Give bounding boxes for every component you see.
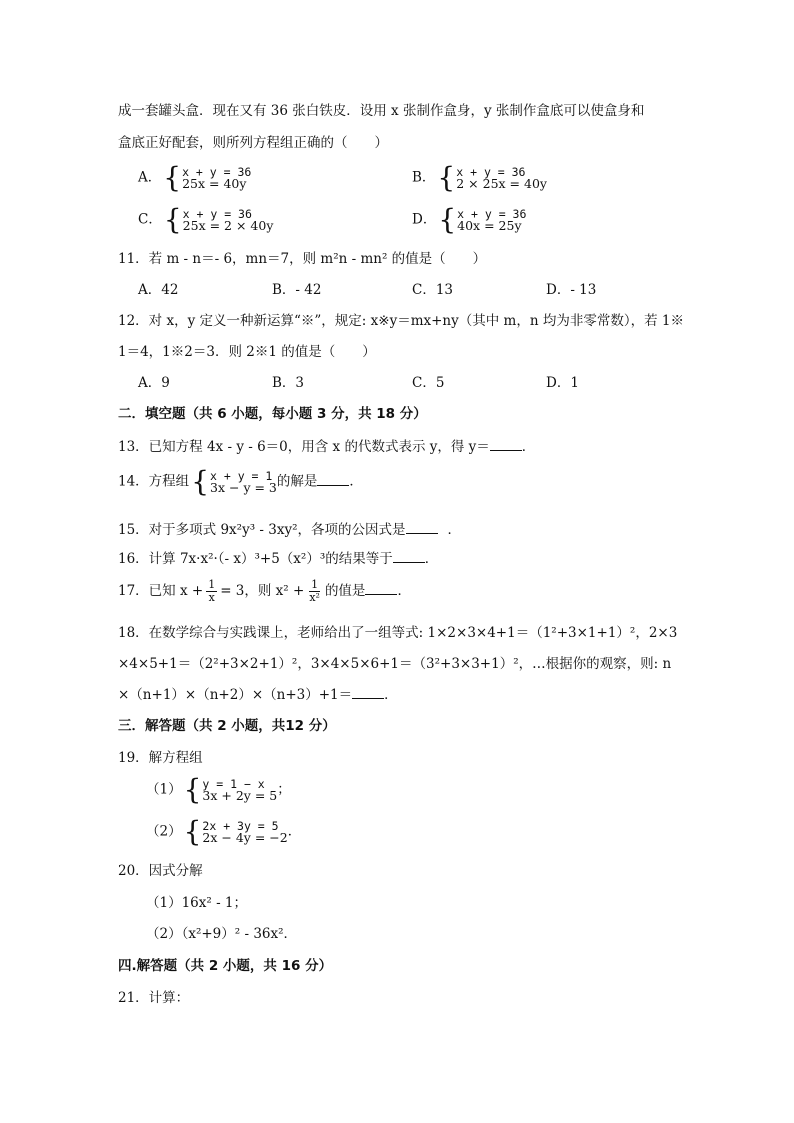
q16-text: 16．计算 7x·x²·（- x）³+5（x²）³的结果等于 (118, 551, 393, 567)
q20-part1: （1）16x² - 1； (146, 895, 248, 911)
q17-suffix: 的值是 (324, 583, 366, 599)
brace-icon: { (163, 161, 182, 194)
equation: 25x = 40y (182, 176, 247, 191)
q15-text: 15．对于多项式 9x²y³ - 3xy²，各项的公因式是 (118, 522, 406, 538)
brace-icon: { (163, 203, 182, 236)
equation: x + y = 1 (210, 469, 273, 483)
equation: 25x = 2 × 40y (182, 218, 274, 233)
equation: 3x + 2y = 5 (202, 788, 278, 803)
equation: 3x − y = 3 (210, 480, 277, 495)
equation: x + y = 36 (457, 207, 527, 221)
q21-stem: 21．计算： (118, 990, 190, 1006)
denominator: x (208, 591, 215, 604)
equation: 2x + 3y = 5 (202, 819, 279, 833)
q17-prefix: 17．已知 x + (118, 583, 204, 599)
brace-icon: { (183, 773, 202, 806)
numerator: 1 (208, 578, 216, 591)
q20-stem: 20．因式分解 (118, 863, 203, 879)
q13: 13．已知方程 4x - y - 6＝0，用含 x 的代数式表示 y，得 y＝ ． (118, 439, 536, 455)
q12-option-d: D．1 (546, 375, 579, 391)
q17-mid: = 3，则 x² + (220, 583, 305, 599)
q17: 17．已知 x + $\frac{1}{x}$ = 3，则 x² + $\frac{1}{\text{x²}}$ 的值是 ． (118, 578, 411, 604)
q11-option-b: B．- 42 (272, 282, 322, 298)
option-label: A． (138, 169, 162, 186)
option-label: C． (138, 211, 162, 228)
q11-option-a: A．42 (138, 282, 179, 298)
answer-blank[interactable] (352, 686, 384, 699)
section-title-solve: 三．解答题（共 2 小题，共12 分） (118, 718, 336, 734)
answer-blank[interactable] (317, 473, 349, 486)
q12-line1: 12．对 x，y 定义一种新运算“※”，规定: x※y＝mx+ny（其中 m，n 均为非零常数），若 1※ (118, 313, 684, 329)
fraction (307, 579, 322, 604)
q16: 16．计算 7x·x²·（- x）³+5（x²）³的结果等于 ． (118, 551, 439, 567)
q19-part2 (146, 815, 302, 848)
equation: x + y = 36 (182, 165, 252, 179)
q20-part2: （2）（x²+9）² - 36x²． (146, 926, 298, 942)
part-label: （2） (146, 823, 182, 840)
q18-line2: ×4×5+1＝（2²+3×2+1）²，3×4×5×6+1＝（3²+3×3+1）²，…根据你的观察，则: n (118, 656, 672, 672)
q12-option-b: B．3 (272, 375, 305, 391)
brace-icon: { (191, 465, 210, 498)
option-label: B． (412, 169, 436, 186)
q10-option-c (138, 203, 274, 236)
q12-line2: 1＝4，1※2＝3．则 2※1 的值是（ ） (118, 344, 376, 360)
part-tail: ； (277, 781, 291, 798)
section-title-fill-in: 二．填空题（共 6 小题，每小题 3 分，共 18 分） (118, 406, 427, 422)
q11-stem: 11．若 m - n＝- 6，mn＝7，则 m²n - mn² 的值是（ ） (118, 251, 487, 267)
q19-part1 (146, 773, 291, 806)
q10-line1: 成一套罐头盒．现在又有 36 张白铁皮．设用 x 张制作盒身，y 张制作盒底可以使盒身和 (118, 103, 645, 119)
equation: 2x − 4y = −2 (202, 830, 288, 845)
answer-blank[interactable] (490, 438, 522, 451)
equation: y = 1 − x (202, 777, 265, 791)
q10-line2: 盒底正好配套，则所列方程组正确的（ ） (118, 135, 388, 151)
answer-blank[interactable] (406, 521, 438, 534)
equation: 2 × 25x = 40y (456, 176, 547, 191)
part-label: （1） (146, 781, 182, 798)
section-title-solve-2: 四.解答题（共 2 小题，共 16 分） (118, 958, 333, 974)
q14-prefix: 14．方程组 (118, 473, 190, 490)
q18-line1: 18．在数学综合与实践课上，老师给出了一组等式: 1×2×3×4+1＝（1²+3×1+1）²，2×3 (118, 625, 678, 641)
brace-icon: { (183, 815, 202, 848)
answer-blank[interactable] (393, 550, 425, 563)
denominator: x² (309, 591, 320, 604)
equation: x + y = 36 (182, 207, 252, 221)
part-tail: ． (287, 823, 302, 840)
q18-line3-text: ×（n+1）×（n+2）×（n+3）+1＝ (118, 687, 353, 703)
q12-option-a: A．9 (138, 375, 170, 391)
q13-text: 13．已知方程 4x - y - 6＝0，用含 x 的代数式表示 y，得 y＝ (118, 439, 490, 455)
q10-option-a (138, 161, 252, 194)
q14-suffix: 的解是 (276, 473, 318, 490)
option-label: D． (412, 211, 437, 228)
q11-option-c: C．13 (412, 282, 454, 298)
q12-option-c: C．5 (412, 375, 445, 391)
q10-option-d (412, 203, 527, 236)
q11-option-d: D．- 13 (546, 282, 597, 298)
q10-option-b (412, 161, 547, 194)
q14: 14．方程组 { x + y = 1 3x − y = 3 的解是 ． (118, 465, 363, 498)
fraction (206, 579, 217, 604)
q19-stem: 19．解方程组 (118, 750, 203, 766)
brace-icon: { (438, 203, 457, 236)
brace-icon: { (437, 161, 456, 194)
q18-line3: ×（n+1）×（n+2）×（n+3）+1＝ ． (118, 687, 398, 703)
equation: 40x = 25y (457, 218, 522, 233)
numerator: 1 (311, 578, 319, 591)
equation: x + y = 36 (456, 165, 526, 179)
q15: 15．对于多项式 9x²y³ - 3xy²，各项的公因式是 ． (118, 522, 462, 538)
answer-blank[interactable] (365, 582, 397, 595)
